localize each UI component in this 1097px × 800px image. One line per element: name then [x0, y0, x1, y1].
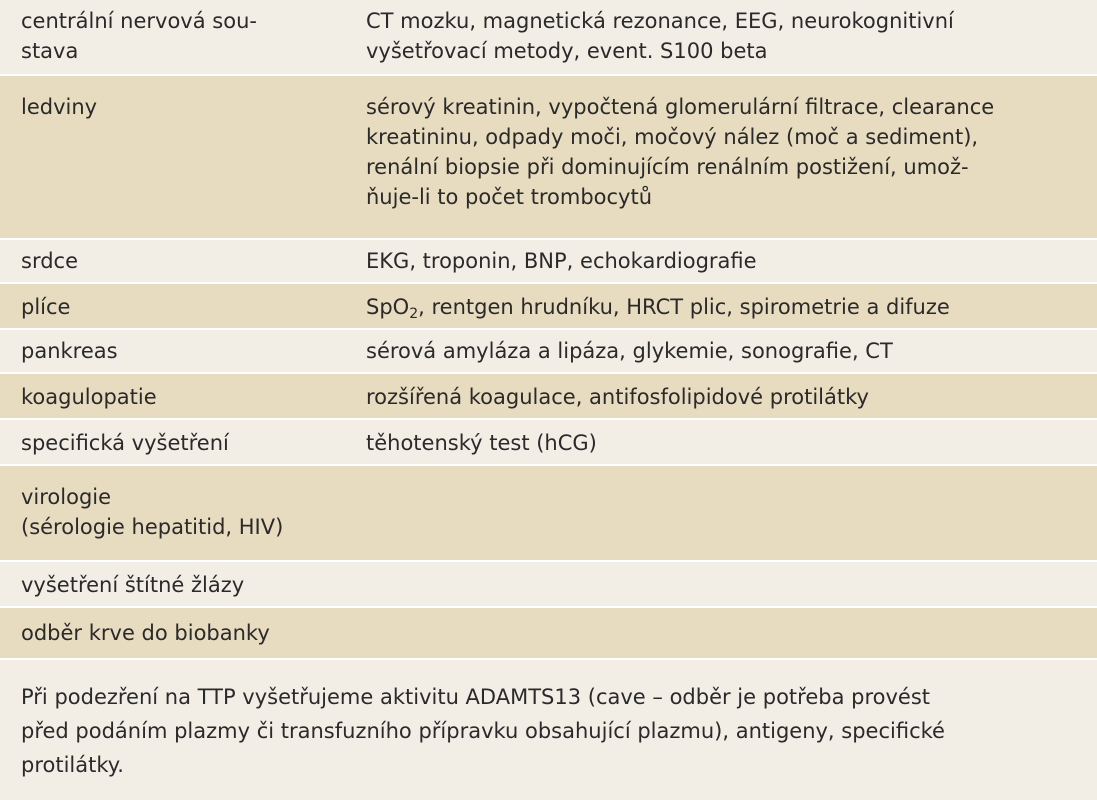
table-row — [0, 76, 1097, 240]
table-row — [0, 284, 1097, 330]
tests-cell: sérová amyláza a lipáza, glykemie, sonografie, CT — [366, 339, 893, 363]
organ-cell: plíce — [21, 295, 71, 319]
organ-cell: centrální nervová sou- stava — [21, 9, 257, 63]
table-row — [0, 466, 1097, 562]
organ-cell: ledviny — [21, 95, 98, 119]
tests-prefix: SpO — [366, 295, 410, 319]
organ-cell: koagulopatie — [21, 385, 157, 409]
tests-cell: sérový kreatinin, vypočtená glomerulární filtrace, clearance kreatininu, odpady moči, močový nález (moč a sediment), renální biopsie při dominujícím renálním postižení, umož- ňuje-li to počet trombocytů — [366, 95, 995, 209]
organ-cell: srdce — [21, 249, 79, 273]
tests-cell: EKG, troponin, BNP, echokardiografie — [366, 249, 757, 273]
tests-cell — [366, 292, 1086, 322]
organ-cell: odběr krve do biobanky — [21, 621, 270, 645]
organ-cell: vyšetření štítné žlázy — [21, 573, 245, 597]
tests-cell: CT mozku, magnetická rezonance, EEG, neurokognitivní vyšetřovací metody, event. S100 beta — [366, 9, 954, 63]
table-row — [0, 330, 1097, 374]
tests-rest: , rentgen hrudníku, HRCT plic, spirometrie a difuze — [418, 295, 950, 319]
tests-cell: rozšířená koagulace, antifosfolipidové protilátky — [366, 385, 869, 409]
table-row — [0, 562, 1097, 608]
organ-cell: specifická vyšetření — [21, 431, 229, 455]
tests-cell: těhotenský test (hCG) — [366, 431, 597, 455]
table-row — [0, 420, 1097, 466]
organ-cell: virologie (sérologie hepatitid, HIV) — [21, 485, 284, 539]
table-row — [0, 240, 1097, 284]
footnote-text: Při podezření na TTP vyšetřujeme aktivitu ADAMTS13 (cave – odběr je potřeba provést před podáním plazmy či transfuzního přípravku obsahující plazmu), antigeny, specifické protilátky. — [21, 685, 945, 777]
table-row — [0, 608, 1097, 660]
tests-subscript: 2 — [409, 306, 419, 322]
organ-cell: pankreas — [21, 339, 118, 363]
table-row — [0, 374, 1097, 420]
table-footnote — [0, 660, 1097, 800]
table-row — [0, 0, 1097, 76]
